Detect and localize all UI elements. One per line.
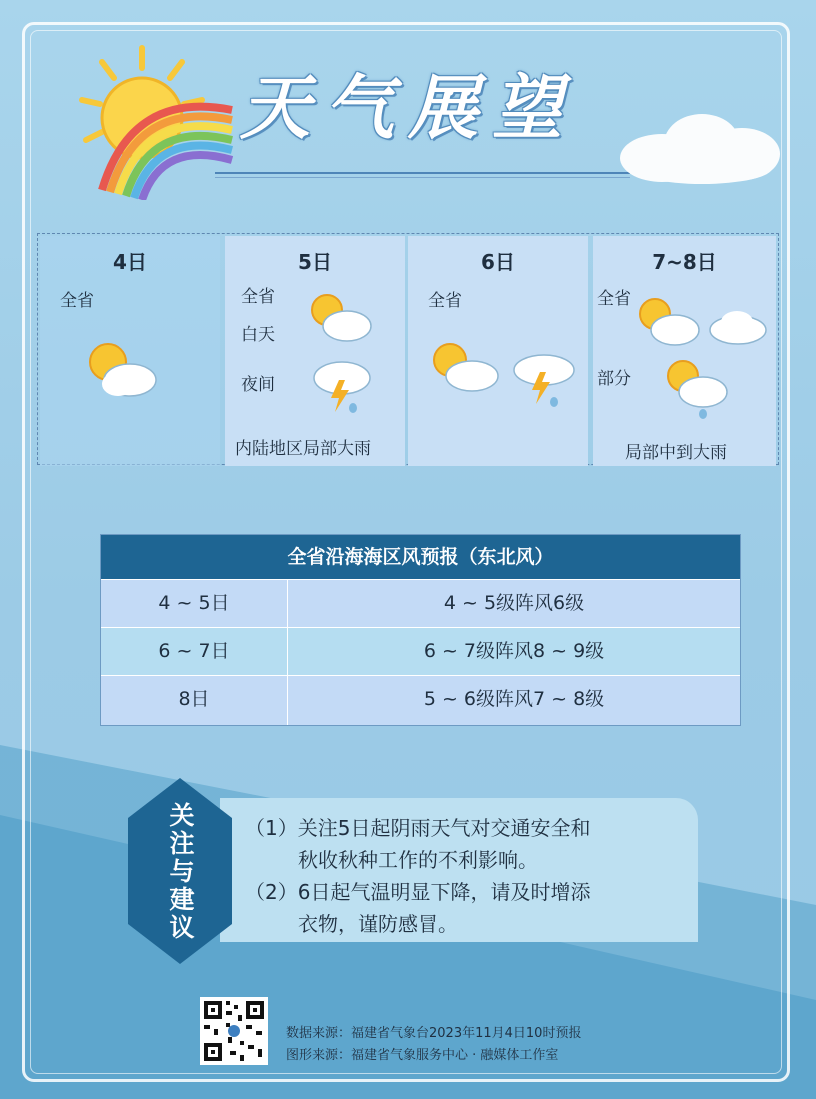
forecast-day-7-8 xyxy=(593,236,776,466)
sun-cloud-icon xyxy=(305,292,375,344)
area-label: 全省 xyxy=(597,289,631,309)
sun-cloud-icon xyxy=(82,340,162,400)
sun-cloud-rain-icon xyxy=(663,358,729,420)
cloud-icon xyxy=(612,108,784,188)
tag-char: 与 xyxy=(169,857,195,886)
area-label: 全省 xyxy=(241,287,275,307)
advice-line: 秋收秋种工作的不利影响。 xyxy=(298,848,538,872)
title-underline-thin xyxy=(215,177,630,178)
forecast-day-4 xyxy=(40,236,220,466)
advice-tag-label xyxy=(165,802,199,942)
data-source: 数据来源：福建省气象台2023年11月4日10时预报 xyxy=(286,1026,582,1041)
area-label: 全省 xyxy=(428,291,462,311)
daytime-label: 白天 xyxy=(241,325,275,345)
tag-char: 注 xyxy=(169,829,195,858)
cloud-icon xyxy=(707,308,769,346)
wind-cell: 6 ~ 7级阵风8 ~ 9级 xyxy=(423,640,605,662)
qr-code-icon[interactable] xyxy=(200,997,268,1065)
forecast-note: 内陆地区局部大雨 xyxy=(235,439,371,459)
tag-char: 建 xyxy=(169,885,195,914)
date-cell: 8日 xyxy=(101,676,288,725)
advice-line: （1）关注5日起阴雨天气对交通安全和 xyxy=(245,816,591,840)
table-row xyxy=(101,675,740,725)
tag-char: 议 xyxy=(169,913,195,942)
forecast-day-6 xyxy=(408,236,588,466)
sun-cloud-icon xyxy=(635,296,701,348)
sun-cloud-icon xyxy=(428,342,500,394)
area-label: 全省 xyxy=(60,291,94,311)
wind-forecast-table xyxy=(100,534,741,726)
table-header: 全省沿海海区风预报（东北风） xyxy=(101,535,740,579)
partial-label: 部分 xyxy=(597,369,631,389)
day-label: 7~8日 xyxy=(652,250,717,274)
sun-rainbow-icon xyxy=(72,40,242,200)
forecast-note: 局部中到大雨 xyxy=(625,443,727,463)
page-title: 天气展望 xyxy=(240,66,576,149)
graphic-source: 图形来源：福建省气象服务中心 · 融媒体工作室 xyxy=(286,1048,559,1063)
day-label: 5日 xyxy=(298,250,332,274)
day-label: 4日 xyxy=(113,250,147,274)
advice-line: 衣物，谨防感冒。 xyxy=(298,912,458,936)
date-cell: 6 ~ 7日 xyxy=(101,628,288,675)
day-label: 6日 xyxy=(481,250,515,274)
forecast-day-5 xyxy=(225,236,405,466)
title-underline xyxy=(215,172,630,174)
thunder-rain-icon xyxy=(510,350,578,410)
night-label: 夜间 xyxy=(241,375,275,395)
wind-cell: 4 ~ 5级阵风6级 xyxy=(443,592,585,614)
wind-cell: 5 ~ 6级阵风7 ~ 8级 xyxy=(423,688,605,710)
tag-char: 关 xyxy=(169,801,195,830)
table-row xyxy=(101,627,740,675)
advice-line: （2）6日起气温明显下降，请及时增添 xyxy=(245,880,591,904)
date-cell: 4 ~ 5日 xyxy=(101,580,288,627)
thunder-rain-icon xyxy=(309,354,375,420)
table-row xyxy=(101,579,740,627)
